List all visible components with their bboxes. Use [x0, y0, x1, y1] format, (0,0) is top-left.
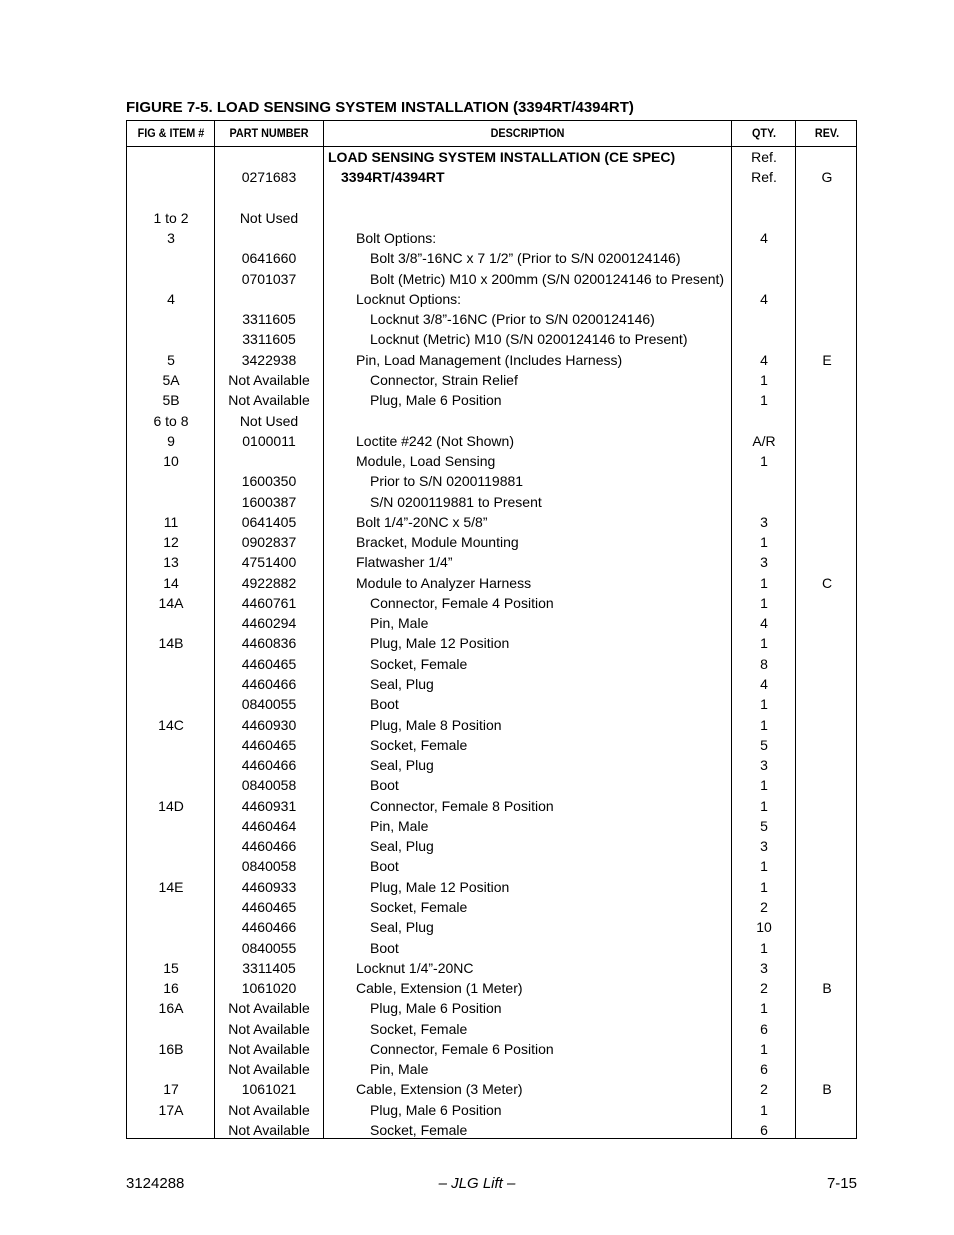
description: Seal, Plug — [370, 676, 434, 693]
item-number: 5B — [162, 392, 180, 409]
table-row — [127, 350, 856, 370]
item-number: 17 — [163, 1081, 179, 1098]
table-row — [127, 897, 856, 917]
part-number: 0840055 — [241, 939, 297, 956]
part-number: 4460464 — [241, 817, 297, 834]
part-number: 3311405 — [242, 959, 296, 976]
quantity: 2 — [760, 898, 768, 915]
quantity: 4 — [760, 290, 768, 307]
item-number: 14B — [158, 635, 184, 652]
description: S/N 0200119881 to Present — [370, 493, 542, 510]
quantity: 2 — [760, 1081, 768, 1098]
table-row — [127, 938, 856, 958]
part-number: 0840058 — [241, 858, 297, 875]
part-number: Not Available — [228, 1040, 310, 1057]
description: Pin, Male — [370, 1061, 429, 1078]
description: Bracket, Module Mounting — [356, 534, 519, 551]
quantity: 1 — [760, 939, 768, 956]
description: Flatwasher 1/4” — [356, 554, 453, 571]
quantity: A/R — [752, 432, 776, 449]
quantity: 3 — [760, 513, 768, 530]
header-rev: REV. — [814, 126, 840, 140]
table-row — [127, 370, 856, 390]
part-number: Not Used — [239, 209, 299, 226]
table-row — [127, 492, 856, 512]
table-row — [127, 978, 856, 998]
description: Plug, Male 12 Position — [370, 878, 510, 895]
description: LOAD SENSING SYSTEM INSTALLATION (CE SPEC) — [328, 149, 676, 165]
quantity: 3 — [760, 757, 768, 774]
table-row — [127, 1019, 856, 1039]
quantity: Ref. — [751, 149, 777, 165]
table-row — [127, 248, 856, 268]
item-number: 4 — [167, 290, 175, 307]
description: Bolt 3/8”-16NC x 7 1/2” (Prior to S/N 0200124146) — [370, 250, 681, 267]
item-number: 12 — [163, 534, 179, 551]
table-row — [127, 877, 856, 897]
quantity: 4 — [760, 230, 768, 247]
table-row — [127, 775, 856, 795]
description: Boot — [370, 939, 399, 956]
description: Socket, Female — [370, 655, 468, 672]
description: Boot — [370, 858, 399, 875]
quantity: 1 — [760, 371, 768, 388]
figure-title: FIGURE 7-5. LOAD SENSING SYSTEM INSTALLATION (3394RT/4394RT) — [126, 99, 634, 116]
description: Plug, Male 12 Position — [370, 635, 510, 652]
part-number: Not Available — [228, 1101, 310, 1118]
footer-brand: – JLG Lift – — [438, 1175, 516, 1192]
item-number: 16 — [163, 980, 179, 997]
description: Socket, Female — [370, 1020, 468, 1037]
quantity: 1 — [760, 594, 768, 611]
item-number: 11 — [163, 513, 179, 530]
item-number: 5A — [162, 371, 180, 388]
quantity: 6 — [760, 1121, 768, 1138]
description: Seal, Plug — [370, 919, 434, 936]
quantity: 1 — [760, 453, 768, 470]
quantity: 1 — [760, 635, 768, 652]
quantity: 8 — [760, 655, 768, 672]
part-number: 4460836 — [241, 635, 297, 652]
table-row — [127, 471, 856, 491]
part-number: 4460465 — [241, 655, 297, 672]
part-number: 3422938 — [241, 351, 297, 368]
quantity: 1 — [760, 858, 768, 875]
quantity: 4 — [760, 351, 768, 368]
table-row — [127, 715, 856, 735]
description: Bolt (Metric) M10 x 200mm (S/N 0200124146 to Present) — [370, 270, 725, 287]
quantity: 1 — [760, 1000, 768, 1017]
table-row — [127, 390, 856, 410]
table-row — [127, 1039, 856, 1059]
quantity: 1 — [760, 696, 768, 713]
quantity: 3 — [760, 554, 768, 571]
part-number: 0641405 — [241, 513, 297, 530]
part-number: 0902837 — [241, 534, 297, 551]
table-row — [127, 856, 856, 876]
table-row — [127, 796, 856, 816]
table-row — [127, 1100, 856, 1120]
description: Loctite #242 (Not Shown) — [356, 432, 514, 449]
item-number: 14E — [158, 878, 184, 895]
description: Seal, Plug — [370, 838, 434, 855]
item-number: 3 — [167, 230, 175, 247]
item-number: 6 to 8 — [153, 412, 189, 429]
item-number: 14D — [158, 797, 184, 814]
description: Pin, Load Management (Includes Harness) — [356, 351, 623, 368]
item-number: 13 — [163, 554, 179, 571]
description: Boot — [370, 696, 399, 713]
table-row — [127, 289, 856, 309]
quantity: 1 — [760, 574, 768, 591]
description: Cable, Extension (1 Meter) — [356, 980, 523, 997]
description: Boot — [370, 777, 399, 794]
quantity: 1 — [760, 1101, 768, 1118]
table-row — [127, 208, 856, 228]
table-row — [127, 552, 856, 572]
description: Socket, Female — [370, 898, 468, 915]
header-part-number: PART NUMBER — [229, 126, 309, 140]
part-number: 4460933 — [241, 878, 297, 895]
part-number: 4922882 — [241, 574, 297, 591]
part-number: Not Available — [228, 392, 310, 409]
quantity: 1 — [760, 534, 768, 551]
table-row — [127, 431, 856, 451]
revision: C — [821, 574, 833, 591]
table-row — [127, 269, 856, 289]
description: Plug, Male 8 Position — [370, 716, 502, 733]
table-row — [127, 633, 856, 653]
quantity: 3 — [760, 959, 768, 976]
table-row — [127, 1120, 856, 1140]
quantity: 1 — [760, 1040, 768, 1057]
table-row — [127, 998, 856, 1018]
item-number: 14 — [163, 574, 179, 591]
part-number: 4460466 — [241, 757, 297, 774]
quantity: Ref. — [751, 169, 777, 186]
item-number: 14C — [158, 716, 184, 733]
description: Pin, Male — [370, 615, 429, 632]
description: 3394RT/4394RT — [341, 169, 445, 186]
table-row — [127, 228, 856, 248]
table-row — [127, 674, 856, 694]
part-number: Not Available — [228, 1000, 310, 1017]
item-number: 5 — [167, 351, 175, 368]
table-row — [127, 167, 856, 187]
part-number: 4460761 — [241, 594, 297, 611]
table-row — [127, 816, 856, 836]
quantity: 5 — [760, 736, 768, 753]
quantity: 1 — [760, 716, 768, 733]
item-number: 9 — [167, 432, 175, 449]
table-row — [127, 735, 856, 755]
table-row — [127, 654, 856, 674]
description: Locknut Options: — [356, 290, 462, 307]
description: Connector, Strain Relief — [370, 371, 518, 388]
quantity: 2 — [760, 980, 768, 997]
description: Socket, Female — [370, 1121, 468, 1138]
item-number: 16A — [158, 1000, 184, 1017]
parts-table — [126, 120, 857, 1139]
item-number: 1 to 2 — [153, 209, 189, 226]
table-row — [127, 1079, 856, 1099]
description: Connector, Female 8 Position — [370, 797, 554, 814]
table-row — [127, 593, 856, 613]
description: Cable, Extension (3 Meter) — [356, 1081, 523, 1098]
table-row — [127, 309, 856, 329]
description: Prior to S/N 0200119881 — [370, 473, 524, 490]
quantity: 6 — [760, 1020, 768, 1037]
description: Pin, Male — [370, 817, 429, 834]
revision: B — [822, 980, 832, 997]
part-number: 0840055 — [241, 696, 297, 713]
table-row — [127, 188, 856, 208]
table-row — [127, 694, 856, 714]
table-row — [127, 917, 856, 937]
description: Socket, Female — [370, 736, 468, 753]
description: Plug, Male 6 Position — [370, 392, 502, 409]
quantity: 4 — [760, 615, 768, 632]
part-number: 1600350 — [241, 473, 297, 490]
item-number: 10 — [163, 453, 179, 470]
part-number: 4460466 — [241, 919, 297, 936]
part-number: Not Available — [228, 1121, 310, 1138]
part-number: 4460465 — [241, 736, 297, 753]
part-number: 4460465 — [241, 898, 297, 915]
description: Connector, Female 6 Position — [370, 1040, 554, 1057]
part-number: Not Available — [228, 1020, 310, 1037]
part-number: Not Available — [228, 1061, 310, 1078]
table-row — [127, 532, 856, 552]
document-number: 3124288 — [126, 1175, 185, 1192]
table-header — [127, 121, 856, 147]
table-row — [127, 147, 856, 167]
part-number: Not Used — [239, 412, 299, 429]
part-number: 3311605 — [242, 311, 296, 328]
part-number: 0100011 — [242, 432, 296, 449]
description: Module to Analyzer Harness — [356, 574, 532, 591]
description: Plug, Male 6 Position — [370, 1000, 502, 1017]
description: Locknut (Metric) M10 (S/N 0200124146 to Present) — [370, 331, 688, 348]
description: Seal, Plug — [370, 757, 434, 774]
part-number: 4460931 — [241, 797, 297, 814]
quantity: 10 — [756, 919, 772, 936]
description: Bolt 1/4”-20NC x 5/8” — [356, 513, 488, 530]
table-row — [127, 958, 856, 978]
table-row — [127, 836, 856, 856]
part-number: 4460294 — [241, 615, 297, 632]
description: Connector, Female 4 Position — [370, 594, 554, 611]
item-number: 17A — [158, 1101, 184, 1118]
part-number: 1061021 — [241, 1081, 297, 1098]
part-number: 0641660 — [241, 250, 297, 267]
quantity: 3 — [760, 838, 768, 855]
part-number: 4460930 — [241, 716, 297, 733]
item-number: 16B — [158, 1040, 184, 1057]
quantity: 1 — [760, 797, 768, 814]
part-number: 4751400 — [241, 554, 297, 571]
table-row — [127, 573, 856, 593]
item-number: 15 — [163, 959, 179, 976]
revision: G — [821, 169, 833, 186]
table-row — [127, 411, 856, 431]
table-row — [127, 1059, 856, 1079]
page-number: 7-15 — [826, 1175, 857, 1192]
table-row — [127, 329, 856, 349]
part-number: 4460466 — [241, 838, 297, 855]
table-row — [127, 451, 856, 471]
description: Locknut 1/4”-20NC — [356, 959, 474, 976]
description: Bolt Options: — [356, 230, 437, 247]
table-row — [127, 755, 856, 775]
description: Plug, Male 6 Position — [370, 1101, 502, 1118]
part-number: 0840058 — [241, 777, 297, 794]
quantity: 1 — [760, 878, 768, 895]
quantity: 6 — [760, 1061, 768, 1078]
part-number: 1061020 — [241, 980, 297, 997]
revision: B — [822, 1081, 832, 1098]
description: Locknut 3/8”-16NC (Prior to S/N 0200124146) — [370, 311, 655, 328]
description: Module, Load Sensing — [356, 453, 496, 470]
table-row — [127, 613, 856, 633]
header-item: FIG & ITEM # — [137, 126, 205, 140]
header-qty: QTY. — [751, 126, 776, 140]
part-number: 1600387 — [241, 493, 297, 510]
quantity: 1 — [760, 392, 768, 409]
header-description: DESCRIPTION — [490, 126, 565, 140]
quantity: 4 — [760, 676, 768, 693]
revision: E — [822, 351, 832, 368]
part-number: Not Available — [228, 371, 310, 388]
part-number: 0271683 — [241, 169, 297, 186]
part-number: 4460466 — [241, 676, 297, 693]
table-row — [127, 512, 856, 532]
quantity: 5 — [760, 817, 768, 834]
item-number: 14A — [158, 594, 184, 611]
part-number: 3311605 — [242, 331, 296, 348]
quantity: 1 — [760, 777, 768, 794]
part-number: 0701037 — [241, 270, 297, 287]
